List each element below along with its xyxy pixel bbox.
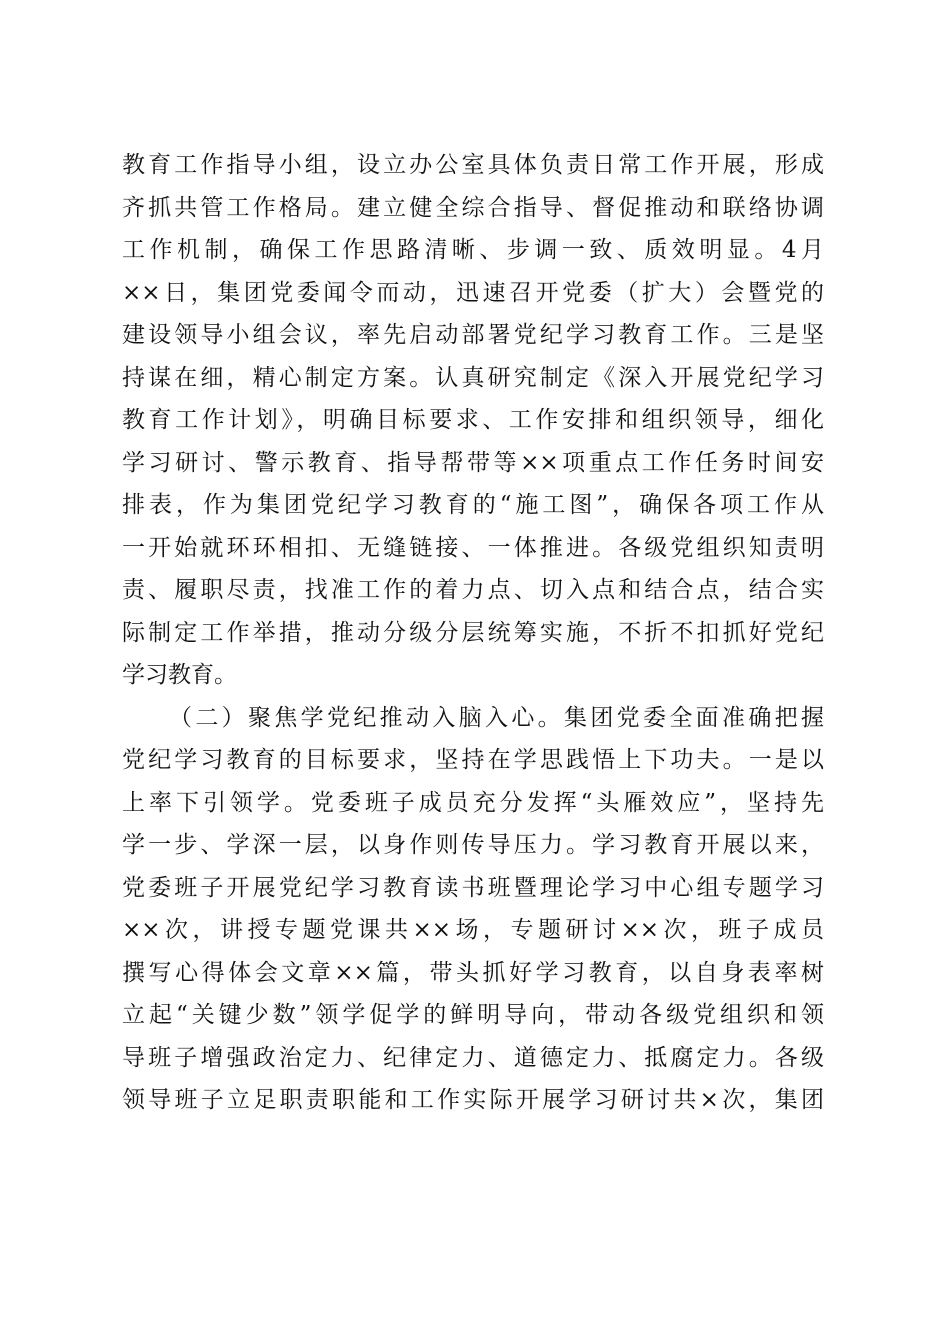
text-line: 际制定工作举措，推动分级分层统筹实施，不折不扣抓好党纪 bbox=[122, 619, 824, 646]
document-body bbox=[122, 150, 824, 1128]
text-line: 教育工作指导小组，设立办公室具体负责日常工作开展，形成 bbox=[122, 152, 824, 178]
text-line: 教育工作计划》，明确目标要求、工作安排和组织领导，细化 bbox=[122, 407, 824, 433]
section-heading-line: （二）聚焦学党纪推动入脑入心。集团党委全面准确把握 bbox=[169, 704, 824, 731]
text-line: 上率下引领学。党委班子成员充分发挥“头雁效应”，坚持先 bbox=[122, 789, 824, 816]
text-line: 撰写心得体会文章××篇，带头抓好学习教育，以自身表率树 bbox=[122, 959, 824, 986]
text-line: 齐抓共管工作格局。建立健全综合指导、督促推动和联络协调 bbox=[122, 194, 824, 221]
text-line: 导班子增强政治定力、纪律定力、道德定力、抵腐定力。各级 bbox=[122, 1044, 824, 1071]
text-line: 建设领导小组会议，率先启动部署党纪学习教育工作。三是坚 bbox=[122, 322, 824, 348]
text-line: 党纪学习教育的目标要求，坚持在学思践悟上下功夫。一是以 bbox=[122, 747, 824, 773]
text-line: 排表，作为集团党纪学习教育的“施工图”，确保各项工作从 bbox=[122, 492, 824, 518]
text-line: 工作机制，确保工作思路清晰、步调一致、质效明显。4月 bbox=[122, 237, 824, 263]
text-line: 学一步、学深一层，以身作则传导压力。学习教育开展以来， bbox=[122, 832, 824, 858]
text-line: 一开始就环环相扣、无缝链接、一体推进。各级党组织知责明 bbox=[122, 534, 824, 561]
text-line: 立起“关键少数”领学促学的鲜明导向，带动各级党组织和领 bbox=[122, 1002, 824, 1028]
text-line: 学习教育。 bbox=[122, 662, 237, 688]
text-line: 党委班子开展党纪学习教育读书班暨理论学习中心组专题学习 bbox=[122, 874, 824, 901]
text-line: 持谋在细，精心制定方案。认真研究制定《深入开展党纪学习 bbox=[122, 364, 824, 391]
text-line: ××次，讲授专题党课共××场，专题研讨××次，班子成员 bbox=[122, 917, 824, 943]
text-line: 领导班子立足职责职能和工作实际开展学习研讨共×次，集团 bbox=[122, 1087, 824, 1113]
text-line: 责、履职尽责，找准工作的着力点、切入点和结合点，结合实 bbox=[122, 577, 824, 603]
text-line: 学习研讨、警示教育、指导帮带等××项重点工作任务时间安 bbox=[122, 449, 824, 476]
text-line: ××日，集团党委闻令而动，迅速召开党委（扩大）会暨党的 bbox=[122, 279, 824, 306]
